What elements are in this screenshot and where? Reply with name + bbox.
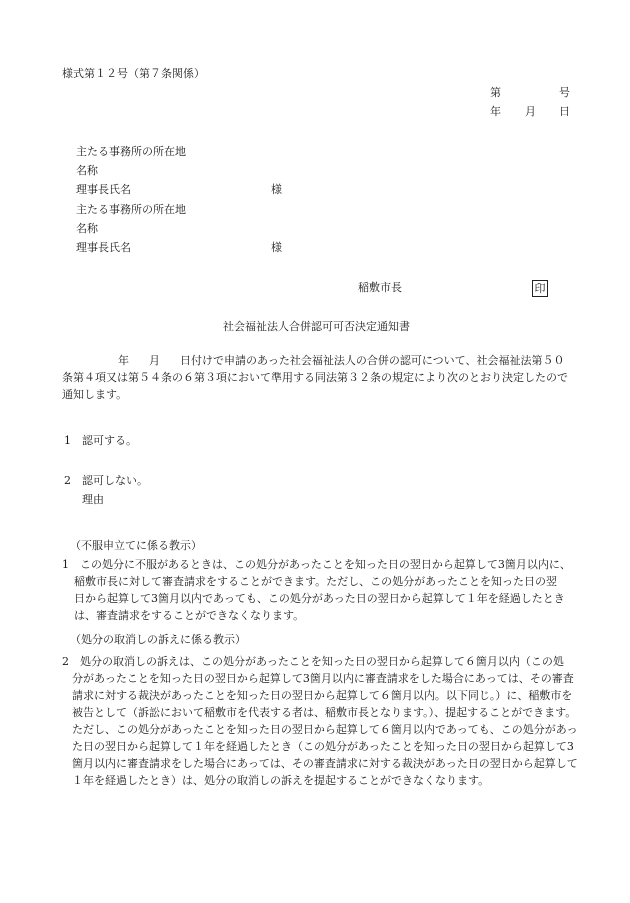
appeal-line-4: は、審査請求をすることができなくなります。 xyxy=(74,609,305,622)
body-line-1-text: 日付けで申請のあった社会福祉法人の合併の認可について、社会福祉法第５０ xyxy=(180,354,565,367)
addressee-2-address: 主たる事務所の所在地 xyxy=(76,203,186,216)
lawsuit-line-6: た日の翌日から起算して１年を経過したとき（この処分があったことを知った日の翌日から起算して3 xyxy=(72,740,574,753)
appeal-heading: （不服申立てに係る教示） xyxy=(70,539,202,552)
lawsuit-line-5: ただし、この処分があったことを知った日の翌日から起算して６箇月以内であっても、この処分があっ xyxy=(72,723,578,736)
lawsuit-line-1: 2 処分の取消しの訴えは、この処分があったことを知った日の翌日から起算して６箇月以内（この処 xyxy=(62,655,564,668)
date-day: 日 xyxy=(559,105,570,118)
lawsuit-line-4: 被告として（訴訟において稲敷市を代表する者は、稲敷市長となります。）、提起することができます。 xyxy=(72,706,577,719)
lawsuit-line-3: 請求に対する裁決があったことを知った日の翌日から起算して６箇月以内。以下同じ。）に、稲敷市を xyxy=(72,689,573,702)
doc-number-go: 号 xyxy=(559,86,570,99)
appeal-text xyxy=(62,556,592,624)
appeal-line-2: 稲敷市長に対して審査請求をすることができます。ただし、この処分があったことを知った日の翌 xyxy=(74,575,558,588)
lawsuit-text xyxy=(62,653,592,789)
appeal-line-3: 日から起算して3箇月以内であっても、この処分があった日の翌日から起算して１年を経過したとき xyxy=(74,592,565,605)
body-paragraph xyxy=(62,352,582,403)
issuer-name: 稲敷市長 xyxy=(358,281,402,294)
document-title: 社会福祉法人合併認可可否決定通知書 xyxy=(223,320,410,333)
addressee-2-chair: 理事長氏名 xyxy=(76,241,131,254)
form-label: 様式第１２号（第７条関係） xyxy=(62,67,205,80)
addressee-2-name: 名称 xyxy=(76,222,98,235)
lawsuit-heading: （処分の取消しの訴えに係る教示） xyxy=(70,633,246,646)
option-reject-reason: 理由 xyxy=(82,493,104,506)
addressee-2-honorific: 様 xyxy=(271,241,282,254)
option-approve: 1 認可する。 xyxy=(64,434,137,447)
body-date-month: 月 xyxy=(149,354,160,367)
body-date-year: 年 xyxy=(118,354,129,367)
doc-number-dai: 第 xyxy=(490,86,501,99)
lawsuit-line-7: 箇月以内に審査請求をした場合にあっては、その審査請求に対する裁決があった日の翌日から起算して xyxy=(72,757,578,770)
option-reject: 2 認可しない。 xyxy=(64,474,148,487)
date-year: 年 xyxy=(490,105,501,118)
body-line-2: 条第４項又は第５４条の６第３項において準用する同法第３２条の規定により次のとおり決定したので xyxy=(62,371,568,384)
lawsuit-line-2: 分があったことを知った日の翌日から起算して3箇月以内に審査請求をした場合にあっては、その審査 xyxy=(72,672,574,685)
appeal-line-1: 1 この処分に不服があるときは、この処分があったことを知った日の翌日から起算して3箇月以内に、 xyxy=(62,558,571,571)
addressee-1-chair: 理事長氏名 xyxy=(76,183,131,196)
date-month: 月 xyxy=(525,105,536,118)
lawsuit-line-8: １年を経過したとき）は、処分の取消しの訴えを提起することができなくなります。 xyxy=(72,774,490,787)
addressee-1-honorific: 様 xyxy=(271,183,282,196)
seal-stamp: 印 xyxy=(532,280,548,297)
body-line-1 xyxy=(62,352,582,369)
body-line-3: 通知します。 xyxy=(62,388,128,401)
addressee-1-name: 名称 xyxy=(76,164,98,177)
addressee-1-address: 主たる事務所の所在地 xyxy=(76,145,186,158)
